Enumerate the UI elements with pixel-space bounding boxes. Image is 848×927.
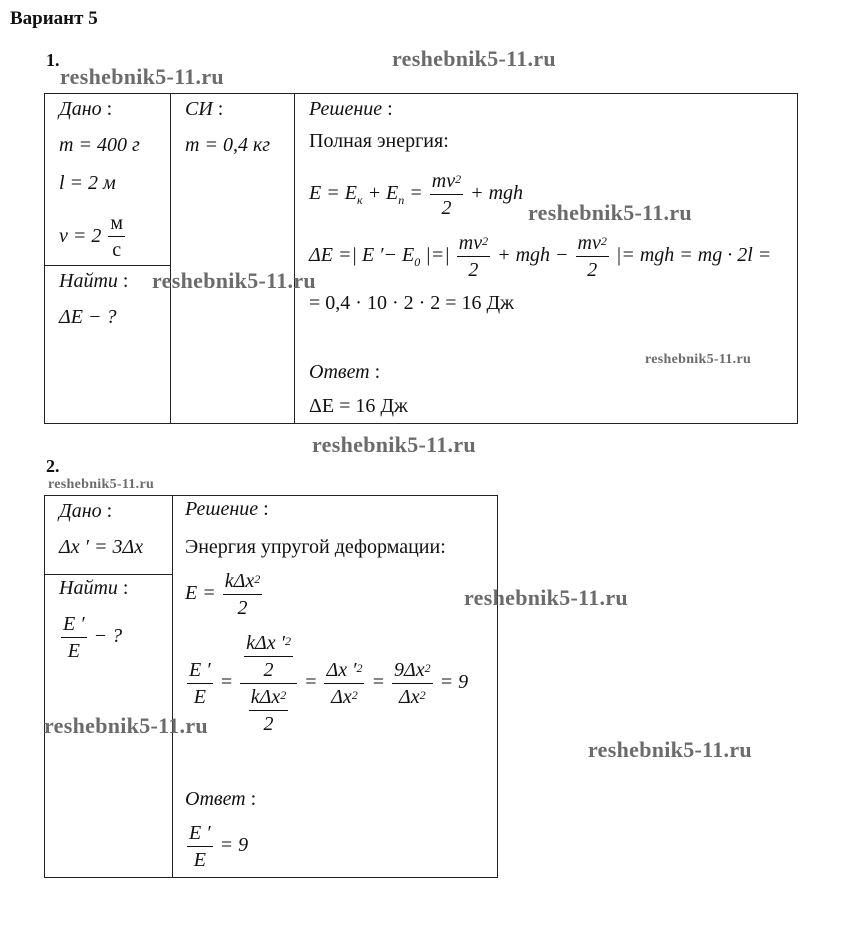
watermark: reshebnik5-11.ru bbox=[48, 477, 155, 492]
si-mass: m = 0,4 кг bbox=[185, 134, 271, 156]
solution-intro-2: Энергия упругой деформации: bbox=[185, 536, 446, 558]
equation-ratio: $\frac{E '}{E}$ = $\frac{\frac{k\Delta x '^2}{2}}{\frac{k\Delta x^2}{2}}$ = $\frac{\Delta x '^2}{\Delta x^2}$ = $\frac{9\Delta x^2}{\Delta x^2}$ = 9 bbox=[189, 632, 469, 735]
given-speed: v = 2 bbox=[59, 225, 102, 247]
speed-unit-bottom: с bbox=[112, 239, 122, 261]
find-colon-2: : bbox=[122, 577, 129, 599]
equation-energy: E = $\frac{k\Delta x^2}{2}$ bbox=[185, 570, 261, 619]
solution-cell-2 bbox=[173, 496, 498, 878]
given-label-2: Дано bbox=[59, 500, 102, 522]
given-colon: : bbox=[106, 98, 113, 120]
speed-unit-top: м bbox=[108, 210, 125, 237]
find-label-2: Найти bbox=[59, 577, 118, 599]
si-label: СИ bbox=[185, 98, 213, 120]
watermark: reshebnik5-11.ru bbox=[645, 352, 752, 367]
watermark: reshebnik5-11.ru bbox=[312, 432, 476, 457]
watermark: reshebnik5-11.ru bbox=[392, 46, 556, 71]
si-cell bbox=[171, 94, 295, 424]
given-colon-2: : bbox=[106, 500, 113, 522]
watermark: reshebnik5-11.ru bbox=[152, 268, 316, 293]
answer-label: Ответ bbox=[309, 361, 370, 383]
watermark: reshebnik5-11.ru bbox=[60, 64, 224, 89]
find-value: ΔE − ? bbox=[59, 306, 117, 328]
solution-colon: : bbox=[387, 98, 393, 120]
watermark: reshebnik5-11.ru bbox=[44, 713, 208, 738]
problem-1-table bbox=[44, 93, 798, 424]
problem-1-number: 1. bbox=[46, 50, 60, 70]
answer-value: ΔE = 16 Дж bbox=[309, 395, 408, 417]
answer-value-2: $\frac{E '}{E}$ = 9 bbox=[189, 822, 249, 871]
given-cell-2 bbox=[45, 496, 173, 575]
problem-2-number: 2. bbox=[46, 456, 60, 476]
page-title: Вариант 5 bbox=[10, 8, 98, 29]
solution-label: Решение bbox=[309, 98, 383, 120]
watermark: reshebnik5-11.ru bbox=[528, 200, 692, 225]
solution-cell bbox=[295, 94, 798, 424]
watermark: reshebnik5-11.ru bbox=[588, 737, 752, 762]
answer-colon: : bbox=[374, 361, 381, 383]
speed-unit bbox=[108, 210, 125, 263]
given-length: l = 2 м bbox=[59, 172, 116, 194]
si-colon: : bbox=[217, 98, 224, 120]
given-deformation: Δx ′ = 3Δx bbox=[59, 536, 144, 558]
solution-intro: Полная энергия: bbox=[309, 130, 449, 152]
find-colon: : bbox=[122, 270, 129, 292]
equation-1: $E = E_к + E_п$ = $\frac{mv^2}{2}$ + mgh bbox=[309, 170, 524, 219]
problem-2-table bbox=[44, 495, 498, 878]
watermark: reshebnik5-11.ru bbox=[464, 585, 628, 610]
given-mass: m = 400 г bbox=[59, 134, 140, 156]
answer-label-2: Ответ bbox=[185, 788, 246, 810]
equation-2: ΔE =| E ′− $E_0$ |=| $\frac{mv^2}{2}$ + mgh − $\frac{mv^2}{2}$ |= mgh = mg · 2l = bbox=[309, 232, 772, 281]
given-cell bbox=[45, 94, 171, 266]
solution-label-2: Решение bbox=[185, 498, 259, 520]
equation-3: = 0,4 · 10 · 2 · 2 = 16 Дж bbox=[309, 292, 514, 314]
find-label: Найти bbox=[59, 270, 118, 292]
solution-colon-2: : bbox=[263, 498, 269, 520]
answer-colon-2: : bbox=[250, 788, 257, 810]
find-ratio: $\frac{E '}{E}$ − ? bbox=[63, 613, 123, 662]
given-label: Дано bbox=[59, 98, 102, 120]
